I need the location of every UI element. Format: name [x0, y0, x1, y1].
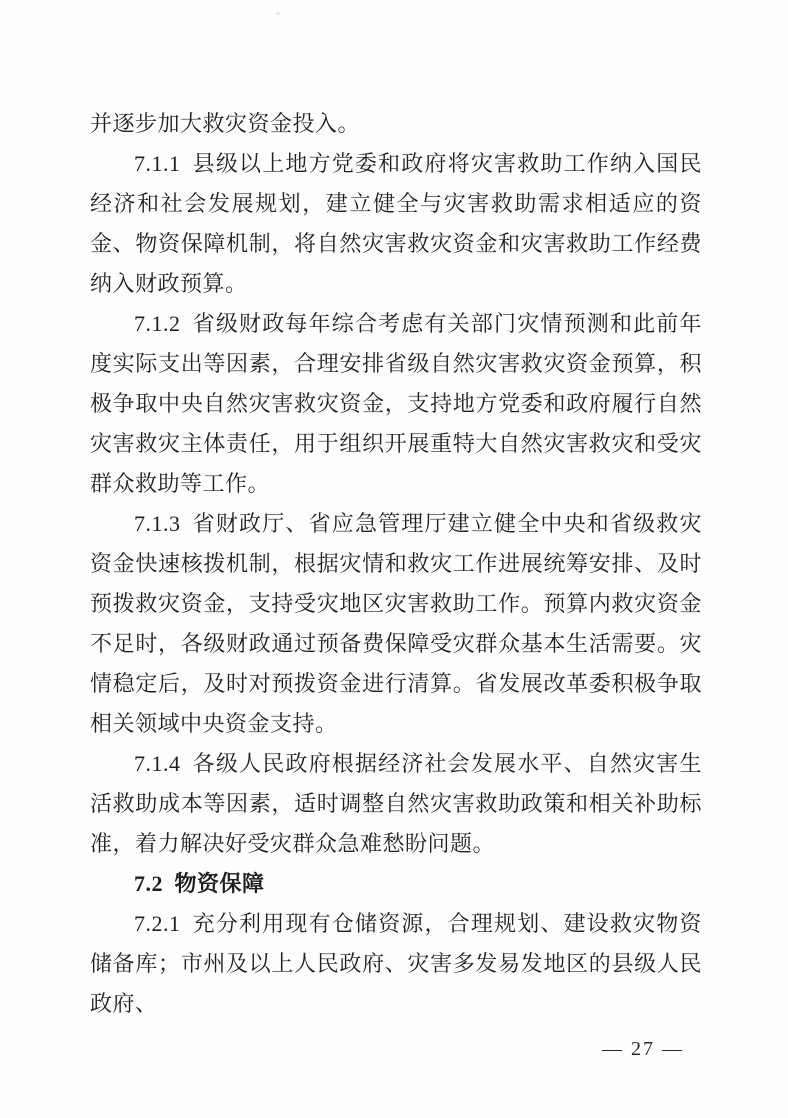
body-text-block: [90, 104, 702, 1024]
scan-artifact: [276, 12, 280, 15]
section-7-1-1-paragraph: 7.1.1 县级以上地方党委和政府将灾害救助工作纳入国民经济和社会发展规划，建立健全与灾害救助需求相适应的资金、物资保障机制，将自然灾害救灾资金和灾害救助工作经费纳入财政预算。: [90, 151, 702, 296]
section-7-1-4-paragraph: 7.1.4 各级人民政府根据经济社会发展水平、自然灾害生活救助成本等因素，适时调整自然灾害救助政策和相关补助标准，着力解决好受灾群众急难愁盼问题。: [90, 751, 702, 856]
section-7-2-1-paragraph: 7.2.1 充分利用现有仓储资源，合理规划、建设救灾物资储备库；市州及以上人民政府、灾害多发易发地区的县级人民政府、: [90, 911, 702, 1016]
section-7-1-3-paragraph: 7.1.3 省财政厅、省应急管理厅建立健全中央和省级救灾资金快速核拨机制，根据灾情和救灾工作进展统筹安排、及时预拨救灾资金，支持受灾地区灾害救助工作。预算内救灾资金不足时，各级财政通过预备费保障受灾群众基本生活需要。灾情稳定后，及时对预拨资金进行清算。省发展改革委积极争取相关领域中央资金支持。: [90, 511, 702, 736]
section-7-1-2-paragraph: 7.1.2 省级财政每年综合考虑有关部门灾情预测和此前年度实际支出等因素，合理安排省级自然灾害救灾资金预算，积极争取中央自然灾害救灾资金，支持地方党委和政府履行自然灾害救灾主体责任，用于组织开展重特大自然灾害救灾和受灾群众救助等工作。: [90, 311, 702, 496]
paragraph-continuation: 并逐步加大救灾资金投入。: [90, 111, 361, 136]
page-number: — 27 —: [602, 1038, 684, 1060]
section-7-2-heading: 7.2 物资保障: [134, 871, 265, 896]
